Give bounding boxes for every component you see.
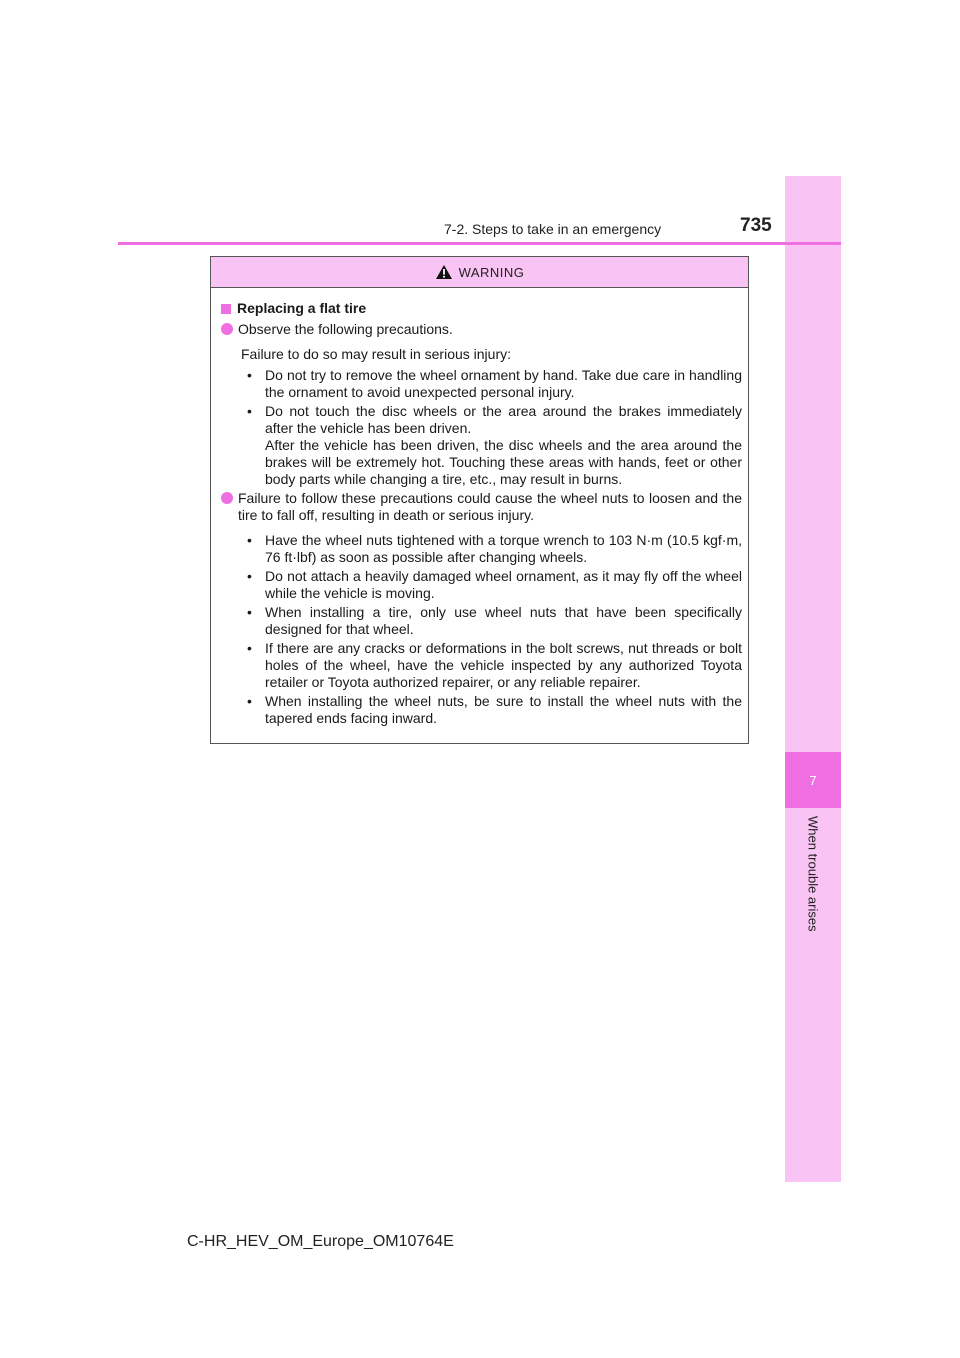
point-1	[221, 321, 742, 338]
warning-heading-text: Replacing a flat tire	[237, 300, 367, 316]
warning-header	[211, 257, 748, 288]
warning-title: WARNING	[458, 264, 525, 280]
square-bullet-icon	[221, 304, 231, 314]
bullet-item: • If there are any cracks or deformations in the bolt screws, nut threads or bolt holes of the wheel, have the vehicle inspected by any authorized Toyota retailer or Toyota authorized repairer, or any reliable repairer.	[221, 640, 742, 691]
point-2	[221, 490, 742, 524]
bullet-item: • Do not try to remove the wheel ornament by hand. Take due care in handling the ornament to avoid unexpected personal injury.	[221, 367, 742, 401]
bullet-item: • Have the wheel nuts tightened with a torque wrench to 103 N·m (10.5 kgf·m, 76 ft·lbf) as soon as possible after changing wheels.	[221, 532, 742, 566]
chapter-number: 7	[785, 752, 841, 808]
bullet-item-continuation: After the vehicle has been driven, the disc wheels and the area around the brakes will be extremely hot. Touching these areas with hands, feet or other body parts while changing a tire, etc., may result in burns.	[265, 437, 742, 487]
circle-bullet-icon	[221, 323, 233, 335]
chapter-label-text: When trouble arises	[805, 816, 821, 932]
bullet-item-text: Do not touch the disc wheels or the area around the brakes immediately after the vehicle has been driven.	[265, 403, 742, 436]
bullet-item: • Do not attach a heavily damaged wheel ornament, as it may fly off the wheel while the vehicle is moving.	[221, 568, 742, 602]
circle-bullet-icon	[221, 492, 233, 504]
header-rule	[118, 242, 841, 245]
warning-triangle-icon	[435, 264, 453, 280]
warning-heading	[221, 300, 742, 317]
point-1-bullets	[221, 367, 742, 488]
warning-box	[210, 256, 749, 744]
point-2-bullets	[221, 532, 742, 727]
bullet-item: • When installing the wheel nuts, be sure to install the wheel nuts with the tapered ends facing inward.	[221, 693, 742, 727]
point-1-intro: Failure to do so may result in serious injury:	[241, 346, 511, 362]
point-2-text: Failure to follow these precautions could cause the wheel nuts to loosen and the tire to fall off, resulting in death or serious injury.	[238, 490, 742, 523]
page-number: 735	[740, 215, 772, 236]
chapter-label	[785, 816, 841, 956]
warning-body	[211, 288, 748, 727]
doc-code: C-HR_HEV_OM_Europe_OM10764E	[187, 1233, 454, 1250]
section-title: 7-2. Steps to take in an emergency	[444, 221, 662, 237]
bullet-item	[221, 403, 742, 488]
bullet-item: • When installing a tire, only use wheel nuts that have been specifically designed for that wheel.	[221, 604, 742, 638]
side-tab	[785, 176, 841, 1182]
point-1-text: Observe the following precautions.	[238, 321, 453, 337]
